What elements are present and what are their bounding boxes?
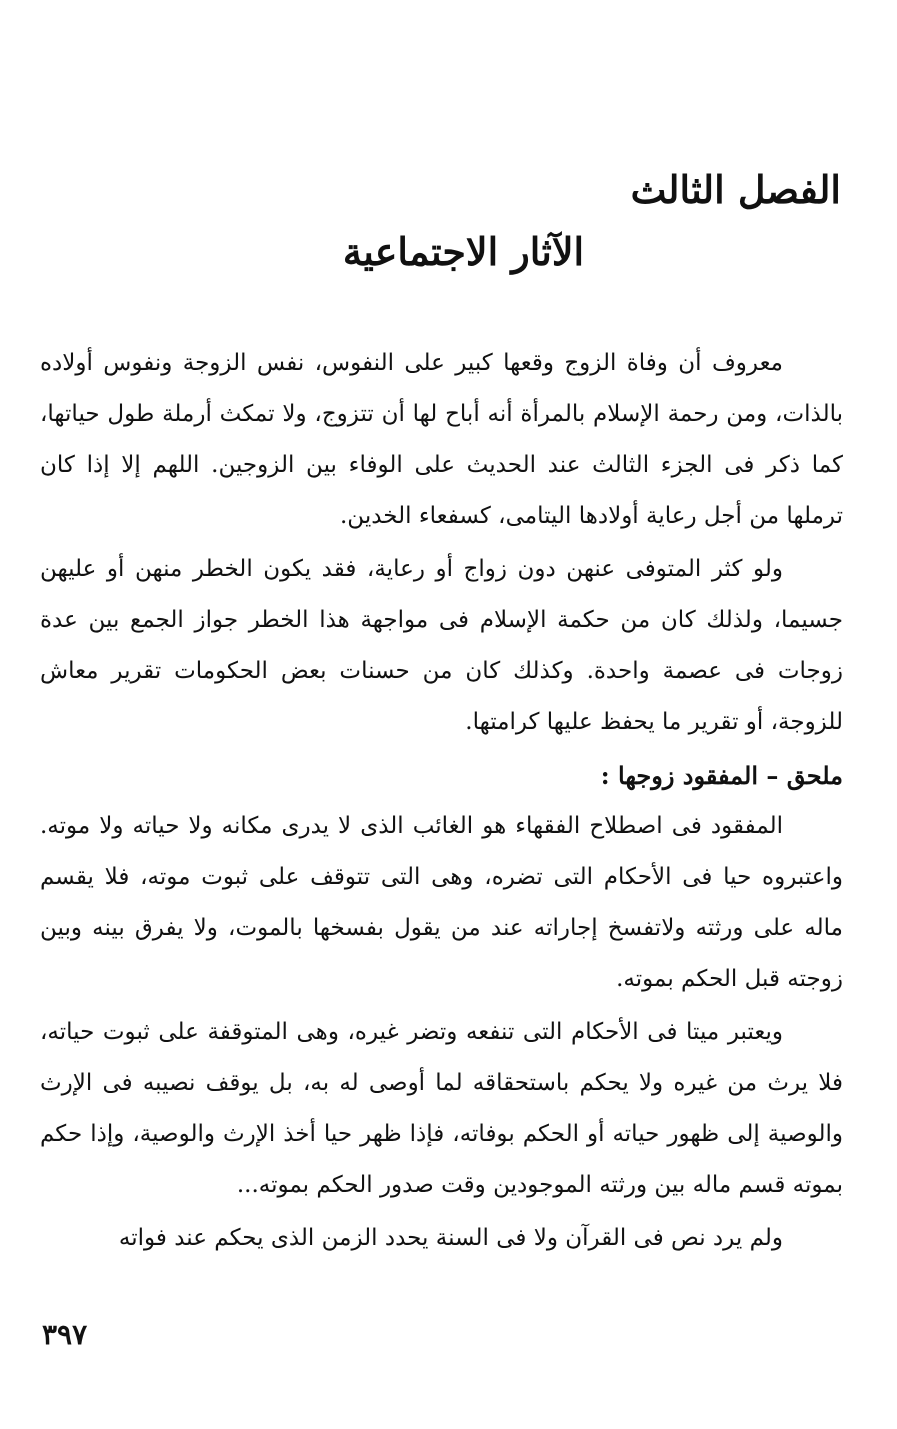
paragraph: معروف أن وفاة الزوج وقعها كبير على النفوس، نفس الزوجة ونفوس أولاده بالذات، ومن رحمة الإسلام بالمرأة أنه أباح لها أن تتزوج، ولا تمكث أرملة طول حياتها، كما ذكر فى الجزء الثالث عند الحديث على الوفاء بين الزوجين. اللهم إلا إذا كان ترملها من أجل رعاية أولادها اليتامى، كسفعاء الخدين.	[40, 350, 843, 529]
section-heading: ملحق – المفقود زوجها :	[600, 761, 843, 790]
body-text	[40, 338, 843, 1266]
chapter-subtitle: الآثار الاجتماعية	[342, 229, 585, 274]
chapter-title: الفصل الثالث	[630, 167, 841, 212]
paragraph: ولم يرد نص فى القرآن ولا فى السنة يحدد الزمن الذى يحكم عند فواته	[118, 1225, 783, 1251]
paragraph: ولو كثر المتوفى عنهن دون زواج أو رعاية، فقد يكون الخطر منهن أو عليهن جسيما، ولذلك كان من حكمة الإسلام فى مواجهة هذا الخطر جواز الجمع بين عدة زوجات فى عصمة واحدة. وكذلك كان من حسنات بعض الحكومات تقرير معاش للزوجة، أو تقرير ما يحفظ عليها كرامتها.	[40, 556, 843, 735]
paragraph: المفقود فى اصطلاح الفقهاء هو الغائب الذى لا يدرى مكانه ولا حياته ولا موته. واعتبروه حيا فى الأحكام التى تضره، وهى التى تتوقف على ثبوت موته، فلا يقسم ماله على ورثته ولاتفسخ إجاراته عند من يقول بفسخها بالموت، ولا يفرق بينه وبين زوجته قبل الحكم بموته.	[40, 813, 843, 992]
page-number: ٣٩٧	[42, 1318, 88, 1351]
paragraph: ويعتبر ميتا فى الأحكام التى تنفعه وتضر غيره، وهى المتوقفة على ثبوت حياته، فلا يرث من غيره ولا يحكم باستحقاقه لما أوصى له به، بل يوقف نصيبه فى الإرث والوصية إلى ظهور حياته أو الحكم بوفاته، فإذا ظهر حيا أخذ الإرث والوصية، وإذا حكم بموته قسم ماله بين ورثته الموجودين وقت صدور الحكم بموته...	[40, 1019, 843, 1198]
